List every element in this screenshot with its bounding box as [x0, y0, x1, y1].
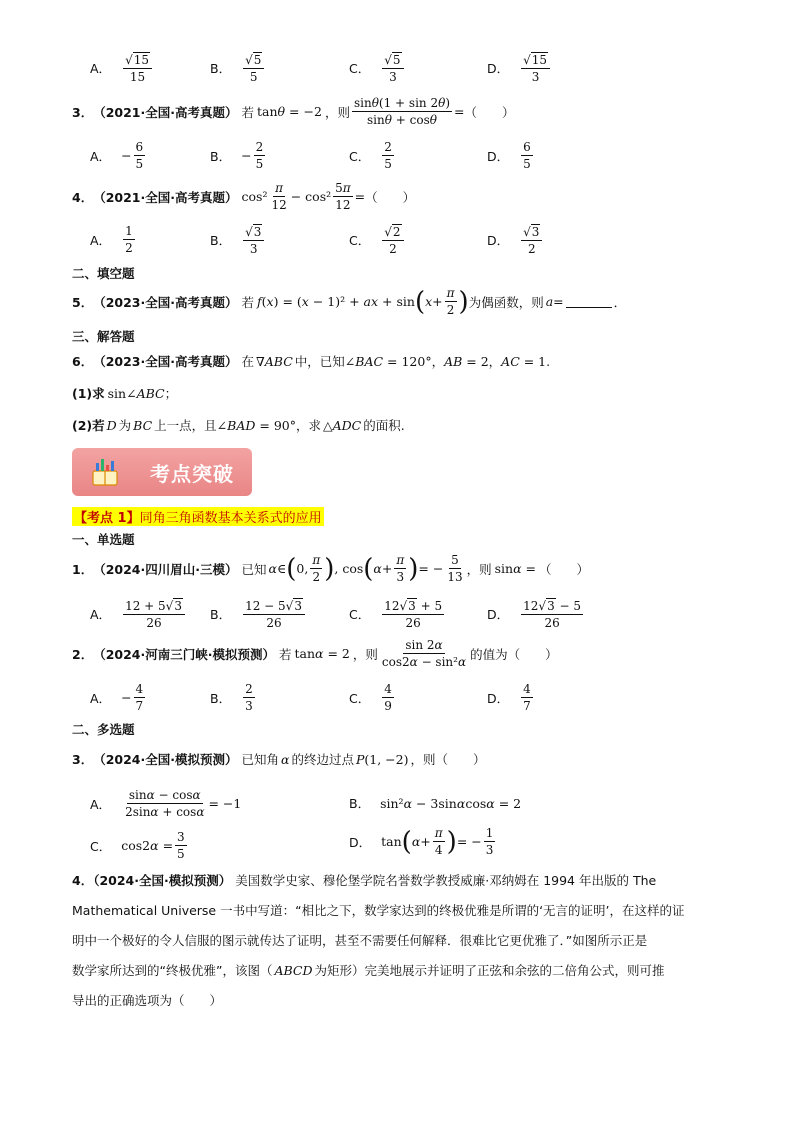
k3-option-a: A． $\frac{\sin\alpha - \cos\alpha}{2\sin\alpha + \cos\alpha}$ = −1 — [90, 788, 242, 820]
question-3: 3． （2021·全国·高考真题） 若 tanθ = −2 ，则 $\frac{\sin\theta(1 + \sin 2\theta)}{\sin\theta + \cos\theta}$ = （ ） — [72, 96, 515, 128]
question-6-part-1: (1)求 sin∠ABC ； — [72, 385, 178, 401]
k2-option-c: C． $\frac{4}{9}$ — [349, 682, 392, 714]
k1-option-c: C． 12√ 3 + 5 26 — [349, 599, 443, 631]
q2-option-c: C． √ 5 3 — [349, 52, 406, 85]
topic-label: 【考点 1】同角三角函数基本关系式的应用 — [72, 507, 324, 526]
k2-option-d: D． $\frac{4}{7}$ — [487, 682, 531, 714]
q2-option-d: D． √ 15 3 — [487, 52, 552, 85]
k1-option-a: A． 12 + 5√ 3 26 — [90, 598, 187, 631]
section-multiple-choice: 二、多选题 — [72, 722, 135, 737]
k4-line-1: 4．（2024·全国·模拟预测） 美国数学史家、穆伦堡学院名誉数学教授威廉·邓纳姆在 1994 年出版的 The — [72, 873, 657, 888]
practice-question-2: 2． （2024·河南三门峡·模拟预测） 若 tanα = 2 ，则 $\frac{\sin 2\alpha}{\text{cos2α − sin²α}}$ 的值为 （ ） — [72, 638, 558, 670]
section-fill-in: 二、填空题 — [72, 266, 135, 281]
k4-line-5: 导出的正确选项为（ ） — [72, 993, 223, 1008]
answer-blank[interactable] — [566, 295, 612, 308]
banner-title: 考点突破 — [150, 461, 234, 486]
q4-option-b: B． √ 3 3 — [210, 224, 266, 257]
q3-option-b: B． − $\frac{2}{5}$ — [210, 140, 264, 172]
q4-option-a: A． $\frac{1}{2}$ — [90, 224, 133, 256]
k3-option-c: C． cos2α = $\frac{3}{5}$ — [90, 830, 185, 862]
practice-question-1: 1． （2024·四川眉山·三模） 已知 α ∈ ( 0, $\frac{\pi}{2}$ ) , cos ( α + $\frac{\pi}{3}$ ) = − $\frac{5}{13}$ ，则 sinα = （ ） — [72, 553, 590, 585]
practice-question-4 — [72, 866, 722, 1016]
k4-line-2: Mathematical Universe 一书中写道：“相比之下，数学家达到的终极优雅是所谓的‘无言的证明’，在这样的证 — [72, 903, 685, 918]
question-6: 6． （2023·全国·高考真题） 在 ∇ABC 中，已知 ∠BAC = 120°，AB = 2，AC = 1. — [72, 353, 551, 369]
k1-option-d: D． 12√ 3 − 5 26 — [487, 599, 582, 631]
question-4: 4． （2021·全国·高考真题） cos² $\frac{\pi}{12}$ − cos² $\frac{5\pi}{12}$ = （ ） — [72, 181, 416, 213]
section-single-choice: 一、单选题 — [72, 532, 135, 547]
k4-line-4: 数学家所达到的“终极优雅”，该图（ ABCD 为矩形）完美地展示并证明了正弦和余弦的二倍角公式，则可推 — [72, 963, 665, 978]
section-answer: 三、解答题 — [72, 329, 135, 344]
q4-option-c: C． √ 2 2 — [349, 224, 406, 257]
k2-option-b: B． $\frac{2}{3}$ — [210, 682, 253, 714]
k3-option-b: B． sin²α − 3sinαcosα = 2 — [349, 795, 522, 811]
q3-option-d: D． $\frac{6}{5}$ — [487, 140, 531, 172]
q2-option-b: B． √ 5 5 — [210, 52, 266, 85]
k3-option-d: D． tan ( α + $\frac{\pi}{4}$ ) = − $\frac{1}{3}$ — [349, 826, 494, 858]
question-6-part-2: (2)若 D 为 BC 上一点，且 ∠BAD = 90° ，求 △ADC 的面积. — [72, 417, 405, 433]
q3-option-a: A． − $\frac{6}{5}$ — [90, 140, 144, 172]
q3-option-c: C． $\frac{2}{5}$ — [349, 140, 392, 172]
k1-option-b: B． 12 − 5√ 3 26 — [210, 598, 307, 631]
q2-option-a: A． √ 15 15 — [90, 52, 154, 85]
k2-option-a: A． − $\frac{4}{7}$ — [90, 682, 144, 714]
q4-option-d: D． √ 3 2 — [487, 224, 544, 257]
k4-line-3: 明中一个极好的令人信服的图示就传达了证明，甚至不需要任何解释．很难比它更优雅了．”如图所示正是 — [72, 933, 648, 948]
practice-question-3: 3． （2024·全国·模拟预测） 已知角 α 的终边过点 P(1, −2) ，则 （ ） — [72, 751, 486, 767]
book-chart-icon — [90, 456, 120, 488]
section-banner — [72, 448, 252, 496]
question-5: 5． （2023·全国·高考真题） 若 f(x) = (x − 1)² + ax + sin ( x + $\frac{\pi}{2}$ ) 为偶函数，则 a = ． — [72, 286, 627, 318]
